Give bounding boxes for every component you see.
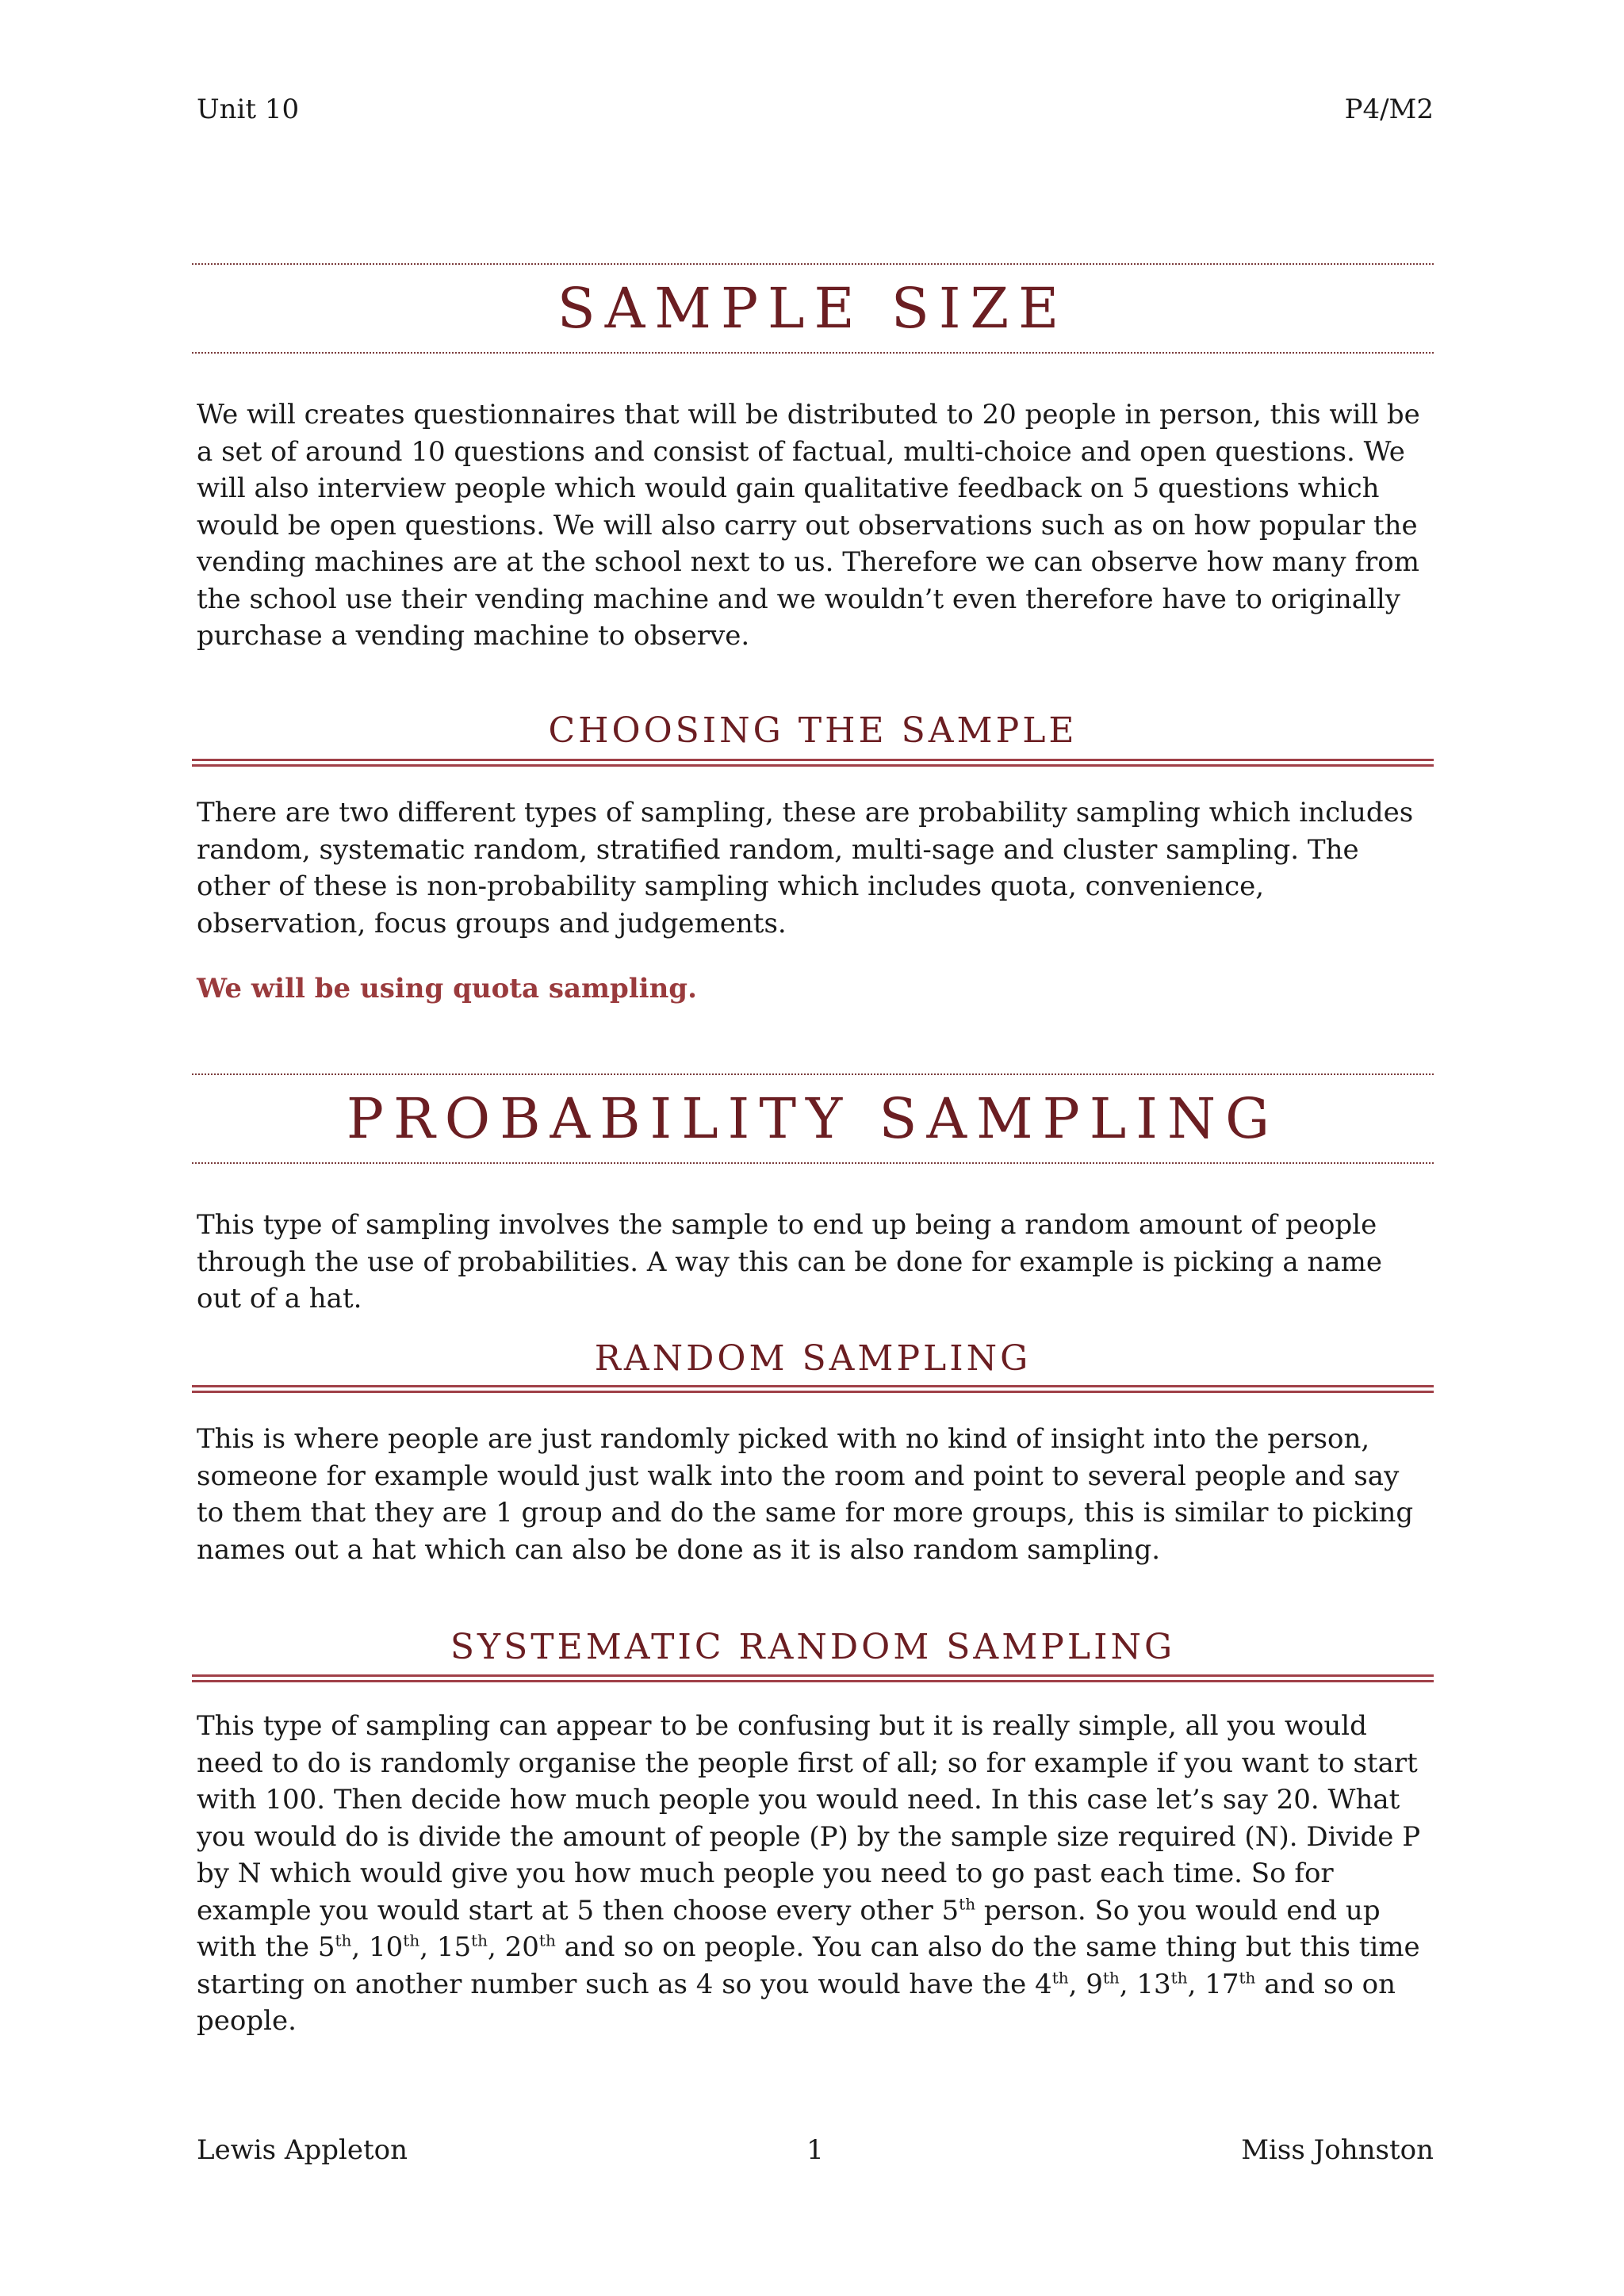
page-header bbox=[197, 94, 1434, 125]
heading-probability-sampling: PROBABILITY SAMPLING bbox=[192, 1073, 1434, 1164]
paragraph-random-sampling: This is where people are just randomly picked with no kind of insight into the person, someone for example would just walk into the room and point to several people and say to them that they are 1 group and do the same for more groups, this is similar to picking names out a hat which can also be done as it is also random sampling. bbox=[197, 1423, 1414, 1566]
footer-teacher: Miss Johnston bbox=[1241, 2134, 1434, 2166]
heading-choosing-sample: CHOOSING THE SAMPLE bbox=[548, 710, 1078, 751]
paragraph-sample-size: We will creates questionnaires that will be distributed to 20 people in person, this will be a set of around 10 questions and consist of factual, multi-choice and open questions. We will also interview people which would gain qualitative feedback on 5 questions which would be open questions. We will also carry out observations such as on how popular the vending machines are at the school next to us. Therefore we can observe how many from the school use their vending machine and we wouldn’t even therefore have to originally purchase a vending machine to observe. bbox=[197, 399, 1420, 652]
paragraph-choosing-sample: There are two different types of sampling, these are probability sampling which includes random, systematic random, stratified random, multi-sage and cluster sampling. The other of these is non-probability sampling which includes quota, convenience, observation, focus groups and judgements. bbox=[197, 797, 1414, 939]
emphasis-quota-sampling: We will be using quota sampling. bbox=[197, 973, 697, 1004]
paragraph-probability-sampling: This type of sampling involves the sample to end up being a random amount of people through the use of probabilities. A way this can be done for example is picking a name out of a hat. bbox=[197, 1209, 1382, 1314]
paragraph-systematic-random-sampling: This type of sampling can appear to be confusing but it is really simple, all you would need to do is randomly organise the people first of all; so for example if you want to start with 100. Then decide how much people you would need. In this case let’s say 20. What you would do is divide the amount of people (P) by the sample size required (N). Divide P by N which would give you how much people you need to go past each time. So for example you would start at 5 then choose every other 5th person. So you would end up with the 5th, 10th, 15th, 20th and so on people. You can also do the same thing but this time starting on another number such as 4 so you would have the 4th, 9th, 13th, 17th and so on people. bbox=[197, 1710, 1421, 2037]
footer-author: Lewis Appleton bbox=[197, 2134, 408, 2166]
divider bbox=[192, 1385, 1434, 1393]
header-unit: Unit 10 bbox=[197, 94, 300, 125]
header-code: P4/M2 bbox=[1344, 94, 1434, 125]
page-number: 1 bbox=[806, 2134, 824, 2166]
heading-random-sampling: RANDOM SAMPLING bbox=[594, 1338, 1032, 1379]
document-page bbox=[197, 0, 1434, 2296]
divider bbox=[192, 1674, 1434, 1682]
page-footer bbox=[197, 2134, 1434, 2166]
divider bbox=[192, 759, 1434, 767]
heading-systematic-random-sampling: SYSTEMATIC RANDOM SAMPLING bbox=[450, 1627, 1176, 1667]
heading-sample-size: SAMPLE SIZE bbox=[192, 263, 1434, 354]
